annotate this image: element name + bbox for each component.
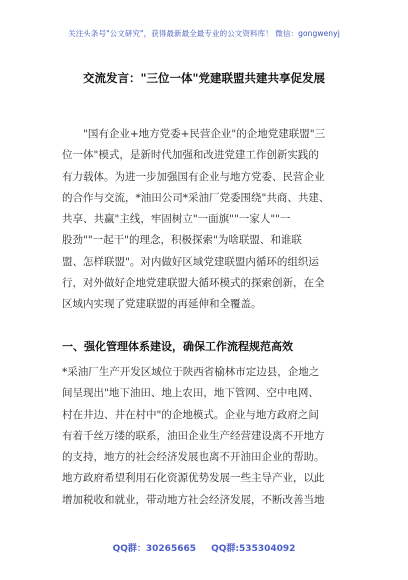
text-line: 地方政府希望利用石化资源优势发展一些主导产业，以此 bbox=[62, 472, 325, 485]
text-line: 增加税收和就业，带动地方社会经济发展，不断改善当地 bbox=[62, 493, 325, 506]
text-line: 的支持，地方的社会经济发展也离不开油田企业的帮助。 bbox=[62, 451, 325, 464]
text-line: 共享、共赢"主线，牢固树立"一面旗""一家人""一 bbox=[62, 213, 291, 226]
header-note: 关注头条号"公文研究"，获得最新最全最专业的公文资料库！ 微信：gongwenyj bbox=[68, 29, 340, 38]
qq-group-2: QQ群:535304092 bbox=[211, 544, 296, 554]
paragraph-intro bbox=[62, 124, 352, 316]
paragraph-section-1 bbox=[62, 362, 352, 511]
text-line: 股劲""一起干"的理念，积极探索"为啥联盟、和谁联 bbox=[62, 234, 302, 247]
text-line: 盟、怎样联盟"。对内做好区域党建联盟内循环的组织运 bbox=[62, 255, 319, 268]
text-line: 村在井边、井在村中"的企地模式。企业与地方政府之间 bbox=[62, 408, 319, 421]
text-line: "国有企业+地方党委+民营企业"的企地党建联盟"三 bbox=[83, 128, 326, 140]
qq-group-1: QQ群：30265665 bbox=[112, 544, 196, 554]
text-line: 行，对外做好企地党建联盟大循环模式的探索创新，在全 bbox=[62, 277, 325, 290]
text-line: 有力载体。为进一步加强国有企业与地方党委、民营企业 bbox=[62, 170, 325, 183]
text-line: 的合作与交流，*油田公司*采油厂党委围绕"共商、共建、 bbox=[62, 191, 330, 204]
section-heading: 一、强化管理体系建设，确保工作流程规范高效 bbox=[62, 340, 293, 353]
text-line: 位一体"模式，是新时代加强和改进党建工作创新实践的 bbox=[62, 149, 319, 162]
footer-contact bbox=[0, 541, 408, 554]
document-title: 交流发言："三位一体"党建联盟共建共享促发展 bbox=[83, 71, 325, 85]
text-line: 有着千丝万缕的联系，油田企业生产经营建设离不开地方 bbox=[62, 429, 325, 442]
text-line: *采油厂生产开发区域位于陕西省榆林市定边县，企地之 bbox=[62, 366, 320, 378]
text-line: 区域内实现了党建联盟的再延伸和全覆盖。 bbox=[62, 298, 262, 311]
text-line: 间呈现出"地下油田、地上农田，地下管网、空中电网、 bbox=[62, 387, 319, 400]
